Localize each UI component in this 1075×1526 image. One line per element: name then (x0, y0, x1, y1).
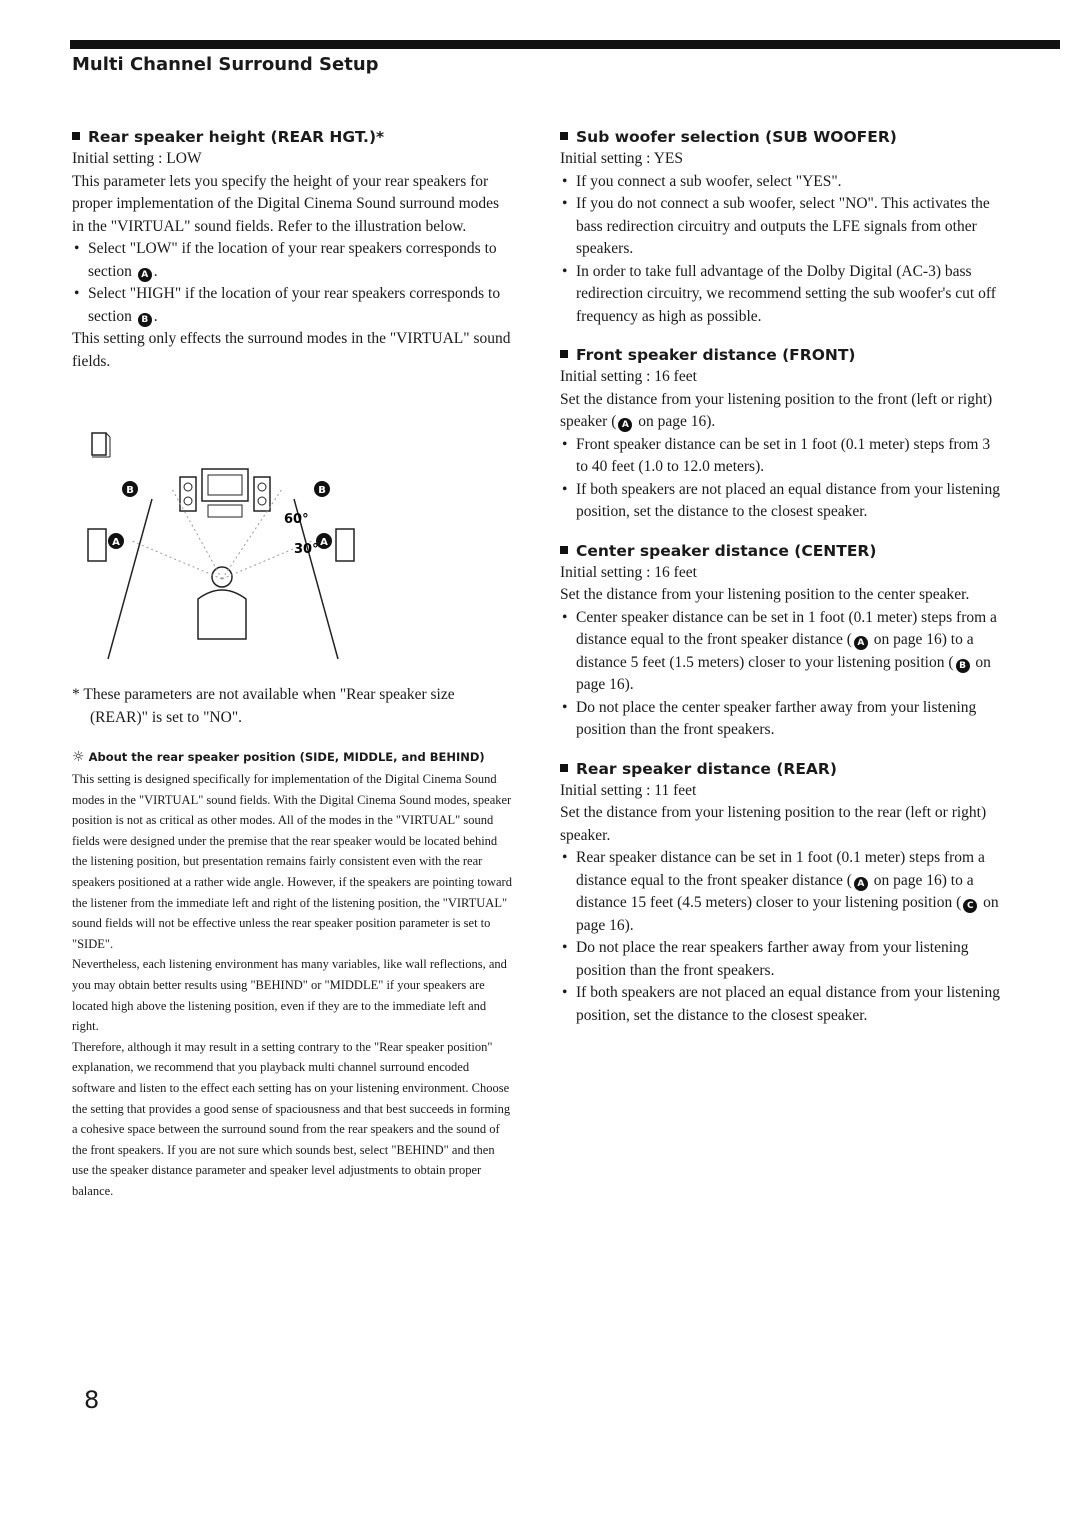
speaker-icon (180, 477, 196, 511)
speaker-icon (336, 529, 354, 561)
rear-height-heading: Rear speaker height (REAR HGT.)* (72, 128, 512, 146)
list-item: • If both speakers are not placed an equal distance from your listening position, set the distance to the closest speaker. (560, 982, 1000, 1027)
rear-distance-initial: Initial setting : 11 feet (560, 781, 697, 799)
list-item: • If both speakers are not placed an equal distance from your listening position, set the distance to the closest speaker. (560, 479, 1000, 524)
sub-woofer-list (560, 171, 1000, 329)
header-rule (70, 40, 1060, 49)
rear-height-note: This setting only effects the surround modes in the "VIRTUAL" sound fields. (72, 330, 511, 370)
tip-heading: ☼ About the rear speaker position (SIDE, MIDDLE, and BEHIND) (72, 749, 485, 765)
section-b-icon: B (956, 659, 970, 673)
rear-height-list (72, 238, 512, 328)
list-item: • Do not place the center speaker farther away from your listening position than the front speakers. (560, 697, 1000, 742)
marker-a: A (112, 537, 120, 548)
tip-paragraph: Nevertheless, each listening environment has many variables, like wall reflections, and you may obtain better results using "BEHIND" or "MIDDLE" if your speakers are located high above the listening position, even if they are to the immediate left and right. (72, 957, 507, 1034)
front-distance-list (560, 434, 1000, 524)
marker-b: B (126, 485, 134, 496)
list-item: • Select "HIGH" if the location of your rear speakers corresponds to section B . (72, 283, 512, 328)
rear-height-initial: Initial setting : LOW (72, 150, 202, 167)
center-distance-desc: Set the distance from your listening position to the center speaker. (560, 586, 970, 603)
tip-body (72, 769, 512, 1201)
list-item: • Rear speaker distance can be set in 1 foot (0.1 meter) steps from a distance equal to the front speaker distance ( A on page 16) to a distance 15 feet (4.5 meters) closer to your listening position ( C on page 16). (560, 847, 1000, 937)
list-item: • Select "LOW" if the location of your rear speakers corresponds to section A . (72, 238, 512, 283)
speaker-icon (88, 529, 106, 561)
front-distance-desc: Set the distance from your listening position to the front (left or right) speaker ( A on page 16). (560, 390, 993, 430)
rear-height-desc: This parameter lets you specify the height of your rear speakers for proper implementation of the Digital Cinema Sound surround modes in the "VIRTUAL" sound fields. Refer to the illustration below. (72, 172, 500, 235)
section-b-icon: B (138, 313, 152, 327)
list-item: • Center speaker distance can be set in 1 foot (0.1 meter) steps from a distance equal to the front speaker distance ( A on page 16) to a distance 5 feet (1.5 meters) closer to your listening position ( B on page 16). (560, 607, 1000, 697)
angle-30-label: 30° (294, 542, 319, 557)
right-column (560, 128, 1000, 1027)
center-speaker-icon (208, 505, 242, 517)
speaker-icon (254, 477, 270, 511)
section-a-icon: A (854, 877, 868, 891)
front-distance-heading: Front speaker distance (FRONT) (560, 346, 1000, 364)
rear-distance-heading: Rear speaker distance (REAR) (560, 760, 1000, 778)
tv-icon (202, 469, 248, 501)
center-distance-initial: Initial setting : 16 feet (560, 563, 697, 581)
speaker-layout-diagram (72, 429, 512, 674)
marker-a: A (320, 537, 328, 548)
rear-distance-list (560, 847, 1000, 1027)
section-a-icon: A (138, 268, 152, 282)
lightbulb-icon: ☼ (72, 749, 85, 765)
section-a-icon: A (854, 636, 868, 650)
list-item: • If you connect a sub woofer, select "YES". (560, 171, 1000, 194)
section-a-icon: A (618, 418, 632, 432)
listener-icon (212, 567, 232, 587)
speaker-icon (92, 433, 110, 457)
tip-paragraph: Therefore, although it may result in a setting contrary to the "Rear speaker position" explanation, we recommend that you playback multi channel surround encoded software and listen to the effect each setting has on your listening environment. Choose the setting that provides a good sense of spaciousness and that best succeeds in forming a cohesive space between the surround sound from the rear speakers and the sound of the front speakers. If you are not sure which sounds best, select "BEHIND" and then use the speaker distance parameter and speaker level adjustments to obtain proper balance. (72, 1039, 511, 1198)
speaker-diagram-svg (72, 429, 372, 669)
page-number: 8 (84, 1386, 100, 1414)
list-item: • Do not place the rear speakers farther away from your listening position than the front speakers. (560, 937, 1000, 982)
rear-distance-desc: Set the distance from your listening position to the rear (left or right) speaker. (560, 804, 987, 844)
sub-woofer-heading: Sub woofer selection (SUB WOOFER) (560, 128, 1000, 146)
list-item: • If you do not connect a sub woofer, select "NO". This activates the bass redirection circuitry and outputs the LFE signals from other speakers. (560, 193, 1000, 261)
marker-b: B (318, 485, 326, 496)
tip-paragraph: This setting is designed specifically for implementation of the Digital Cinema Sound modes in the "VIRTUAL" sound fields. With the Digital Cinema Sound modes, speaker position is not as critical as other modes. All of the modes in the "VIRTUAL" sound fields were designed under the premise that the rear speaker would be located behind the listening position, but presentation remains fairly consistent even with the rear speakers positioned at a rather wide angle. However, if the speakers are pointing toward the listener from the immediate left and right of the listening position, the "VIRTUAL" sound fields will not be effective unless the rear speaker position parameter is set to "SIDE". (72, 772, 512, 951)
angle-60-label: 60° (284, 512, 309, 527)
left-column (72, 128, 512, 1201)
list-item: • In order to take full advantage of the Dolby Digital (AC-3) bass redirection circuitry, we recommend setting the sub woofer's cut off frequency as high as possible. (560, 261, 1000, 329)
center-distance-heading: Center speaker distance (CENTER) (560, 542, 1000, 560)
front-distance-initial: Initial setting : 16 feet (560, 368, 697, 385)
footnote: * These parameters are not available when "Rear speaker size (REAR)" is set to "NO". (72, 686, 455, 726)
center-distance-list (560, 607, 1000, 742)
sub-woofer-initial: Initial setting : YES (560, 150, 683, 167)
section-c-icon: C (963, 899, 977, 913)
list-item: • Front speaker distance can be set in 1 foot (0.1 meter) steps from 3 to 40 feet (1.0 to 12.0 meters). (560, 434, 1000, 479)
page-title: Multi Channel Surround Setup (72, 54, 379, 75)
